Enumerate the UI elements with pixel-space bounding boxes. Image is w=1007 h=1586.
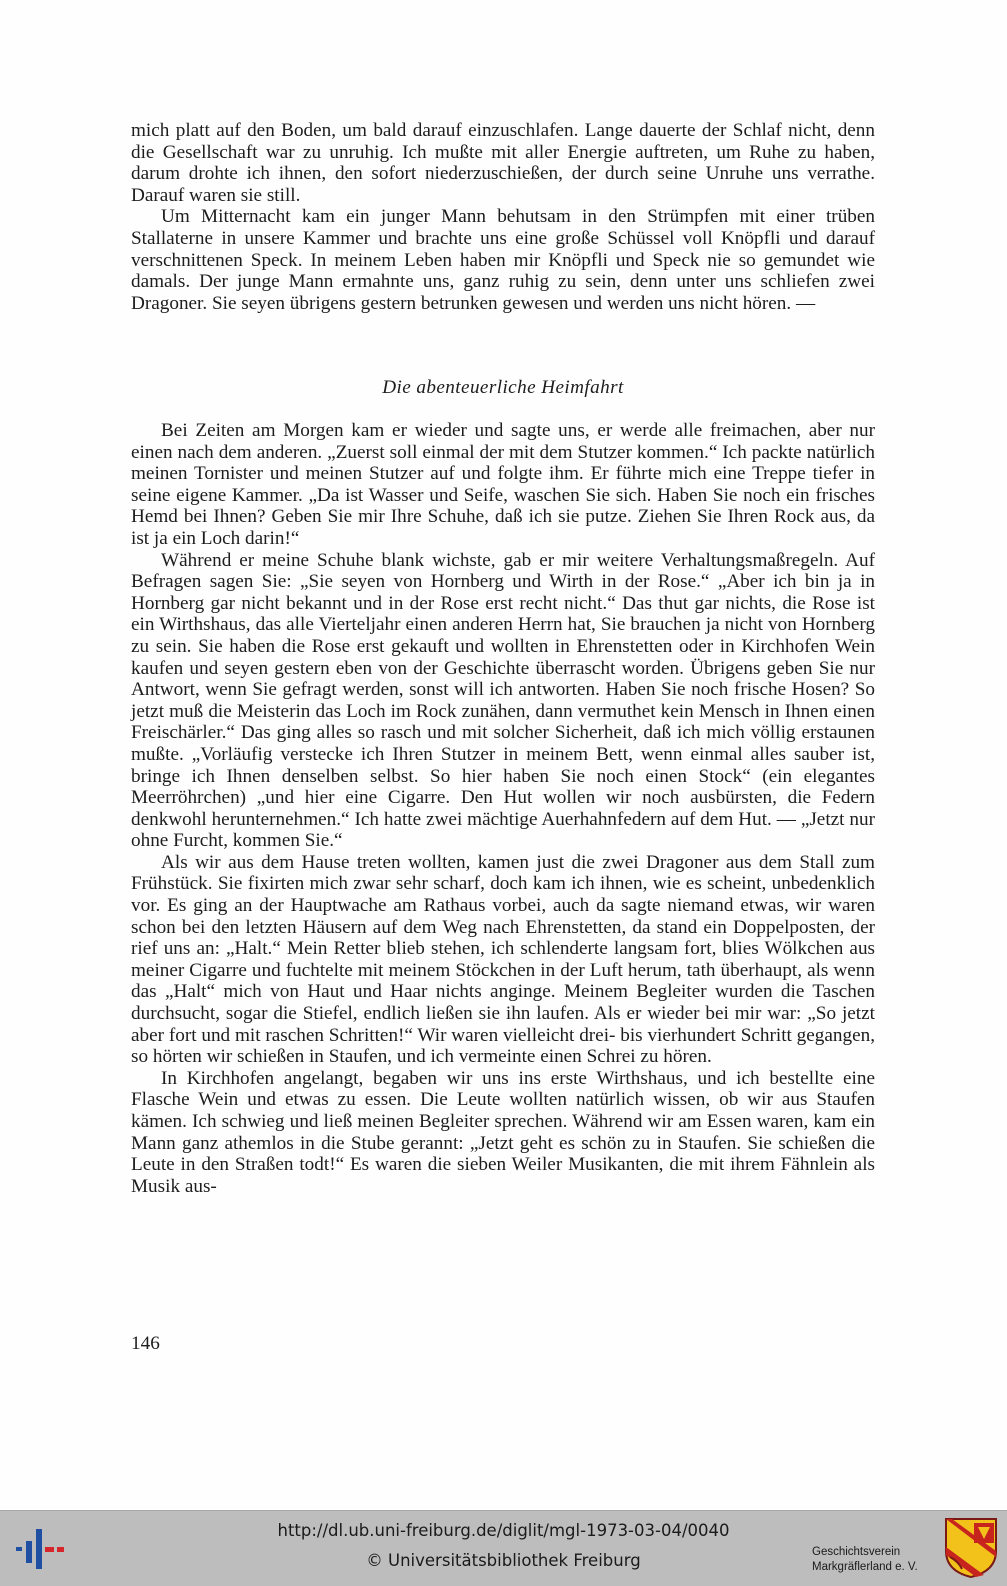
footer-bar: [0, 1510, 1007, 1586]
paragraph: Während er meine Schuhe blank wichste, gab er mir weitere Verhaltungsmaßregeln. Auf Befragen sagen Sie: „Sie seyen von Hornberg und Wirth in der Rose.“ „Aber ich bin ja in Hornberg gar nicht bekannt und in der Rose erst recht nicht.“ Das thut gar nichts, die Rose ist ein Wirthshaus, das alle Vierteljahr einen anderen Herrn hat, Sie brauchen ja nicht von Hornberg zu sein. Sie haben die Rose erst gekauft und wollten in Ehrenstetten oder in Kirchhofen Wein kaufen und seyen gestern eben von der Geschichte überrascht worden. Übrigens geben Sie nur Antwort, wenn Sie gefragt werden, sonst will ich antworten. Haben Sie noch frische Hosen? So jetzt muß die Meisterin das Loch im Rock zunähen, dann vermuthet kein Mensch in Ihnen einen Freischärler.“ Das ging alles so rasch und mit solcher Sicherheit, daß ich mich völlig erstaunen mußte. „Vorläufig verstecke ich Ihren Stutzer in meinem Bett, wenn einmal alles sauber ist, bringe ich Ihnen denselben selbst. So hier haben Sie noch einen Stock“ (ein elegantes Meerröhrchen) „und hier eine Cigarre. Den Hut wollen wir noch ausbürsten, die Federn denkwohl herunternehmen.“ Ich hatte zwei mächtige Auerhahnfedern auf dem Hut. — „Jetzt nur ohne Furcht, kommen Sie.“: [131, 549, 875, 852]
coat-of-arms-icon[interactable]: [944, 1517, 998, 1579]
text-block-top: [131, 120, 875, 314]
text-block-main: [131, 420, 875, 1197]
society-line: Markgräflerland e. V.: [812, 1561, 918, 1573]
paragraph: In Kirchhofen angelangt, begaben wir uns ins erste Wirthshaus, und ich bestellte eine Flasche Wein und etwas zu essen. Die Leute wollten natürlich wissen, ob wir aus Staufen kämen. Ich schwieg und ließ meinen Begleiter sprechen. Während wir am Essen waren, kam ein Mann ganz athemlos in die Stube gerannt: „Jetzt geht es schön zu in Staufen. Sie schießen die Leute in den Straßen todt!“ Es waren die sieben Weiler Musikanten, die mit ihrem Fähnlein als Musik aus-: [131, 1067, 875, 1197]
section-heading: Die abenteuerliche Heimfahrt: [382, 377, 624, 398]
paragraph: Bei Zeiten am Morgen kam er wieder und sagte uns, er werde alle freimachen, aber nur einen nach dem anderen. „Zuerst soll einmal der mit dem Stutzer kommen.“ Ich packte natürlich meinen Tornister und meinen Stutzer auf und folgte ihm. Er führte mich eine Treppe tiefer in seine eigene Kammer. „Da ist Wasser und Seife, waschen Sie sich. Haben Sie noch ein frisches Hemd bei Ihnen? Geben Sie mir Ihre Schuhe, daß ich sie putze. Ziehen Sie Ihren Rock aus, da ist ja ein Loch darin!“: [131, 420, 875, 549]
paragraph: Als wir aus dem Hause treten wollten, kamen just die zwei Dragoner aus dem Stall zum Frühstück. Sie fixirten mich zwar sehr scharf, doch kam ich ihnen, wie es scheint, unbedenklich vor. Es ging an der Hauptwache am Rathaus vorbei, auch da sagte niemand etwas, wir waren schon bei den letzten Häusern auf dem Weg nach Ehrenstetten, da stand ein Doppelposten, der rief uns an: „Halt.“ Mein Retter blieb stehen, ich schlenderte langsam fort, blies Wölkchen aus meiner Cigarre und fuchtelte mit meinem Stöckchen in der Luft herum, tath überhaupt, als wenn das „Halt“ mich von Haut und Haar nichts anginge. Meinem Begleiter wurden die Taschen durchsucht, sogar die Stiefel, endlich ließen sie ihn laufen. Als er wieder bei mir war: „So jetzt aber fort und mit raschen Schritten!“ Wir waren vielleicht drei- bis vierhundert Schritt gegangen, so hörten wir schießen in Staufen, und ich vermeinte einen Schrei zu hören.: [131, 851, 875, 1068]
paragraph: Um Mitternacht kam ein junger Mann behutsam in den Strümpfen mit einer trüben Stallaterne in unsere Kammer und brachte uns eine große Schüssel voll Knöpfli und darauf verschnittenen Speck. In meinem Leben haben mir Knöpfli und Speck nie so gemundet wie damals. Der junge Mann ermahnte uns, ganz ruhig zu sein, denn unter uns schliefen zwei Dragoner. Sie seyen übrigens gestern betrunken gewesen und werden uns nicht hören. —: [131, 206, 875, 314]
footer-url-link[interactable]: http://dl.ub.uni-freiburg.de/diglit/mgl-1973-03-04/0040: [277, 1521, 730, 1540]
society-line: Geschichtsverein: [812, 1546, 901, 1558]
page-number: 146: [131, 1333, 160, 1354]
paragraph: mich platt auf den Boden, um bald darauf einzuschlafen. Lange dauerte der Schlaf nicht, denn die Gesellschaft war zu unruhig. Ich mußte mit aller Energie auftreten, um Ruhe zu haben, darum drohte ich ihnen, den sofort niederzuschießen, der durch seine Unruhe uns verrathe. Darauf waren sie still.: [131, 120, 875, 206]
society-name: [812, 1545, 932, 1575]
footer-copyright: © Universitätsbibliothek Freiburg: [366, 1551, 641, 1570]
